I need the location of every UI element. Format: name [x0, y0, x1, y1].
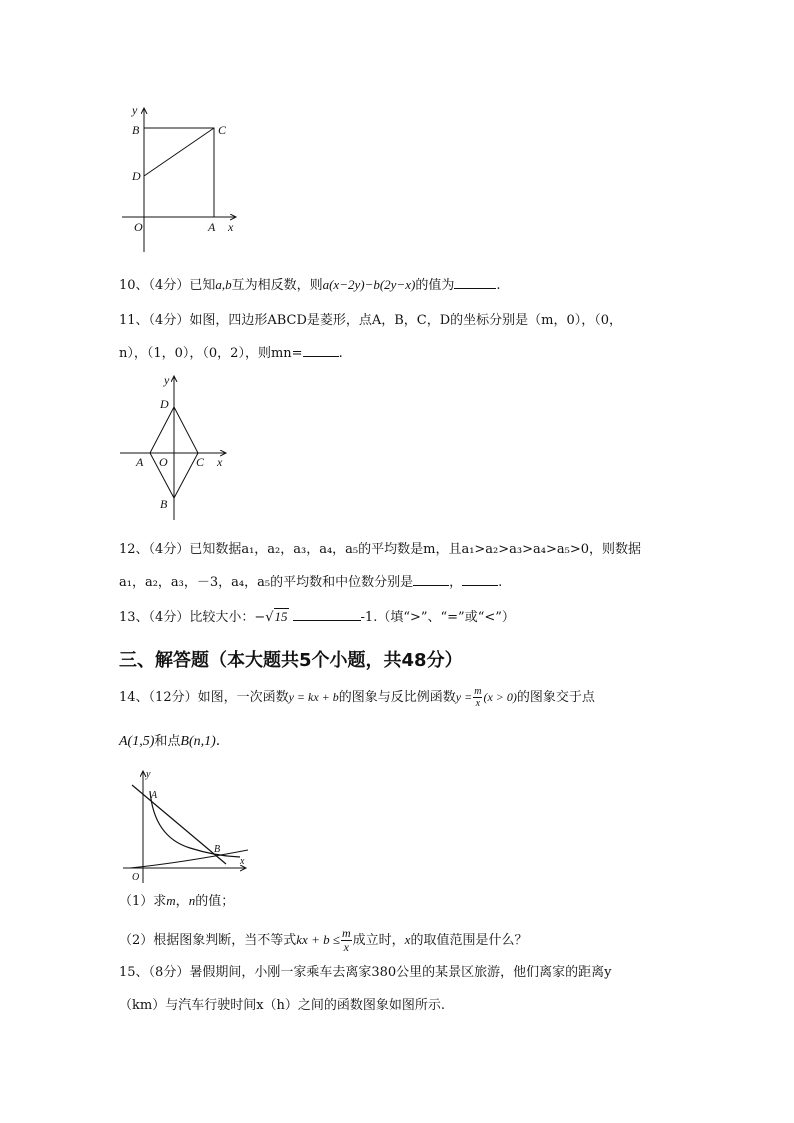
q14-2-fraction-den: x [343, 940, 349, 954]
q12-answer-blank-mean[interactable] [413, 571, 449, 586]
q11-answer-blank[interactable] [303, 342, 339, 357]
sqrt-icon: √ [265, 610, 274, 625]
q12-end: . [498, 575, 503, 590]
q14-fraction [473, 686, 482, 709]
question-13 [119, 606, 515, 628]
label-o: O [132, 872, 140, 883]
label-d: D [160, 397, 169, 411]
question-12-line2 [119, 571, 502, 593]
q13-minus: − [254, 610, 266, 625]
question-14-part1 [119, 891, 234, 912]
q10-answer-blank[interactable] [454, 274, 496, 289]
q12-comma: ， [449, 575, 463, 590]
q14-2-fraction-num: m [341, 926, 351, 940]
question-10 [119, 274, 500, 296]
q14-1-suffix: 的值； [195, 894, 235, 909]
q11-end: . [338, 346, 343, 361]
q14-1-prefix: （1）求 [119, 894, 167, 909]
q13-prefix: 13、（4分）比较大小： [119, 610, 255, 625]
label-x: x [217, 455, 223, 469]
question-15-line1 [119, 963, 611, 983]
q10-suffix: 的值为 [415, 278, 455, 293]
q10-prefix: 10、（4分）已知 [119, 278, 216, 293]
question-15-line2 [119, 996, 445, 1016]
label-c: C [218, 123, 227, 137]
label-o: O [159, 455, 168, 469]
q14-2-lhs: kx + b ≤ [296, 932, 340, 947]
q10-ab: a,b [215, 277, 232, 292]
q14-1-sep: ， [175, 894, 189, 909]
q14-and: 和点 [154, 734, 181, 749]
label-b: B [132, 123, 140, 137]
q14-fraction-den: x [475, 698, 481, 709]
q14-2-mid: 成立时， [352, 933, 405, 948]
q13-radicand: 15 [274, 609, 288, 624]
label-x: x [228, 220, 234, 234]
q14-2-suffix: 的取值范围是什么？ [410, 933, 528, 948]
q10-end: . [496, 278, 501, 293]
q14-1-m: m [166, 893, 176, 908]
figure-q11 [116, 370, 246, 525]
square-outline [144, 128, 214, 217]
label-b: B [160, 497, 168, 511]
question-11-line1 [119, 311, 622, 331]
label-d: D [132, 169, 141, 183]
hyperbola-curve [150, 791, 240, 857]
label-y: y [132, 103, 138, 117]
q14-point-a: A(1,5) [119, 734, 155, 749]
label-c: C [196, 455, 205, 469]
q14-end: . [215, 733, 221, 749]
section-3-title: 三、解答题（本大题共5个小题，共48分） [119, 650, 463, 671]
q12-line1: 12、（4分）已知数据a₁，a₂，a₃，a₄，a₅的平均数是m，且a₁>a₂>a₃>a₄>a₅>0，则数据 [119, 542, 641, 557]
label-b: B [214, 844, 221, 855]
figure-q9 [118, 100, 258, 260]
q13-after: -1.（填“>”、“=”或“<”） [360, 610, 515, 625]
q14-prefix: 14、（12分）如图，一次函数 [119, 690, 289, 705]
q10-expression: a(x−2y)−b(2y−x) [322, 277, 416, 292]
q15-line1: 15、（8分）暑假期间，小刚一家乘车去离家380公里的某景区旅游，他们离家的距离y [119, 965, 612, 980]
q14-mid: 的图象与反比例函数 [338, 690, 456, 705]
q14-suffix: 的图象交于点 [516, 690, 595, 705]
q14-condition: (x > 0) [483, 690, 517, 704]
q14-2-x: x [404, 932, 411, 947]
segment-dc [144, 128, 214, 176]
label-o: O [134, 220, 143, 234]
question-12-line1 [119, 540, 641, 560]
label-a: A [208, 220, 216, 234]
question-11-line2 [119, 342, 343, 364]
label-a: A [151, 790, 158, 801]
question-14-line2 [119, 731, 220, 752]
question-14-line1 [119, 686, 595, 709]
q14-fraction-num: m [474, 686, 482, 697]
linear-function-line [132, 785, 226, 864]
q12-answer-blank-median[interactable] [462, 571, 498, 586]
label-y: y [164, 373, 170, 387]
label-a: A [136, 455, 144, 469]
q11-line1: 11、（4分）如图，四边形ABCD是菱形，点A，B，C，D的坐标分别是（m，0），（0， [119, 313, 623, 328]
q15-line2: （km）与汽车行驶时间x（h）之间的函数图象如图所示. [119, 998, 446, 1013]
q14-1-n: n [188, 893, 196, 908]
q13-answer-blank[interactable] [293, 606, 361, 621]
curve-near-axis [130, 850, 248, 868]
q11-line2: n），（1，0），（0，2），则mn= [119, 346, 303, 361]
question-14-part2 [119, 927, 527, 954]
q14-linear: y = kx + b [288, 690, 339, 704]
label-y: y [146, 769, 151, 780]
q10-mid: 互为相反数，则 [231, 278, 323, 293]
q14-2-prefix: （2）根据图象判断，当不等式 [119, 933, 297, 948]
q14-2-fraction [341, 927, 352, 954]
q14-yeq: y = [455, 690, 473, 704]
q14-point-b: B(n,1) [180, 734, 216, 749]
figure-q14 [120, 765, 255, 887]
q12-line2: a₁，a₂，a₃，－3，a₄，a₅的平均数和中位数分别是 [119, 575, 414, 590]
label-x: x [240, 856, 245, 867]
